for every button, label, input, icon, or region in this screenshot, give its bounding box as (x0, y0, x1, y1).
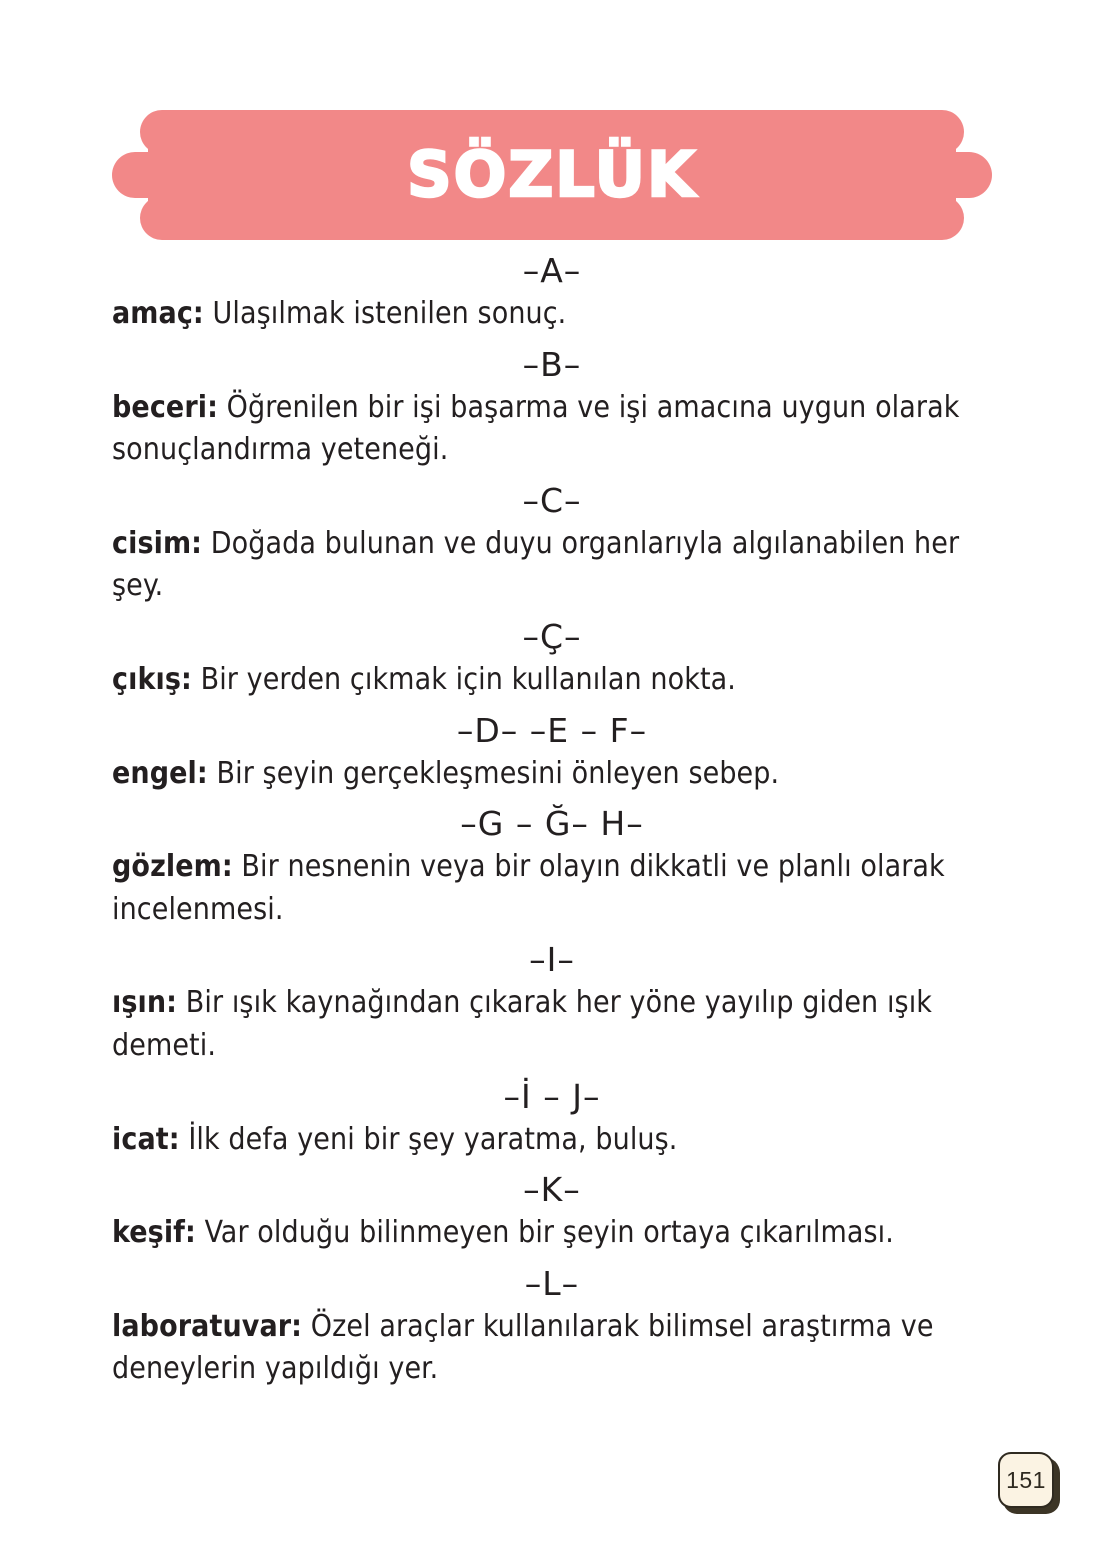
entry-definition: Özel araçlar kullanılarak bilimsel araştırma ve deneylerin yapıldığı yer. (112, 1308, 934, 1387)
glossary-section (112, 1261, 992, 1397)
glossary-entry (112, 1210, 992, 1261)
entry-definition: Bir nesnenin veya bir olayın dikkatli ve planlı olarak incelenmesi. (112, 849, 945, 927)
entry-definition: Var olduğu bilinmeyen bir şeyin ortaya çıkarılması. (195, 1215, 894, 1251)
glossary-entry (112, 980, 992, 1073)
badge-face (998, 1452, 1054, 1508)
entry-definition: İlk defa yeni bir şey yaratma, buluş. (179, 1121, 678, 1157)
section-divider-k: –K– (523, 1170, 581, 1210)
section-divider-d-e-f: –D– –E – F– (456, 710, 648, 750)
section-divider-i-dotted-j: –İ – J– (503, 1076, 601, 1116)
entry-definition: Öğrenilen bir işi başarma ve işi amacına uygun olarak sonuçlandırma yeteneği. (112, 389, 960, 468)
entry-term: amaç: (112, 296, 204, 331)
entry-term: engel: (112, 755, 208, 791)
entry-term: gözlem: (112, 849, 233, 885)
section-divider-c: –C– (522, 480, 582, 520)
glossary-entry (112, 844, 992, 937)
glossary-section (112, 1074, 992, 1168)
glossary-section (112, 342, 992, 478)
glossary-section (112, 937, 992, 1073)
page-number: 151 (1006, 1466, 1046, 1493)
entry-definition: Bir yerden çıkmak için kullanılan nokta. (191, 661, 736, 697)
entry-term: icat: (112, 1121, 180, 1157)
section-divider-c-cedilla: –Ç– (522, 616, 582, 656)
section-divider-a: –A– (522, 251, 582, 290)
section-divider-g-gbreve-h: –G – Ğ– H– (460, 804, 644, 844)
glossary-entry (112, 291, 992, 342)
glossary-section (112, 1167, 992, 1261)
glossary-section (112, 614, 992, 708)
entry-definition: Doğada bulunan ve duyu organlarıyla algılanabilen her şey. (112, 525, 960, 604)
glossary-entry (112, 657, 992, 708)
entry-definition: Ulaşılmak istenilen sonuç. (203, 296, 567, 331)
entry-term: keşif: (112, 1215, 196, 1251)
glossary-content (112, 248, 992, 1397)
banner-title: SÖZLÜK (406, 138, 697, 211)
glossary-entry (112, 521, 992, 614)
entry-term: ışın: (112, 985, 178, 1021)
glossary-entry (112, 385, 992, 478)
sozluk-banner (112, 104, 992, 246)
glossary-entry (112, 751, 992, 802)
entry-definition: Bir şeyin gerçekleşmesini önleyen sebep. (207, 755, 780, 791)
section-divider-i-dotless: –I– (529, 940, 575, 980)
glossary-section (112, 708, 992, 802)
glossary-section (112, 248, 992, 342)
entry-term: çıkış: (112, 661, 192, 697)
glossary-section (112, 801, 992, 937)
page-number-badge (998, 1452, 1060, 1514)
entry-term: laboratuvar: (112, 1308, 303, 1344)
entry-definition: Bir ışık kaynağından çıkarak her yöne yayılıp giden ışık demeti. (112, 985, 933, 1063)
entry-term: cisim: (112, 525, 203, 561)
glossary-entry (112, 1304, 992, 1397)
section-divider-b: –B– (522, 344, 582, 384)
section-divider-l: –L– (524, 1263, 580, 1303)
glossary-section (112, 478, 992, 614)
glossary-entry (112, 1117, 992, 1168)
entry-term: beceri: (112, 389, 218, 425)
